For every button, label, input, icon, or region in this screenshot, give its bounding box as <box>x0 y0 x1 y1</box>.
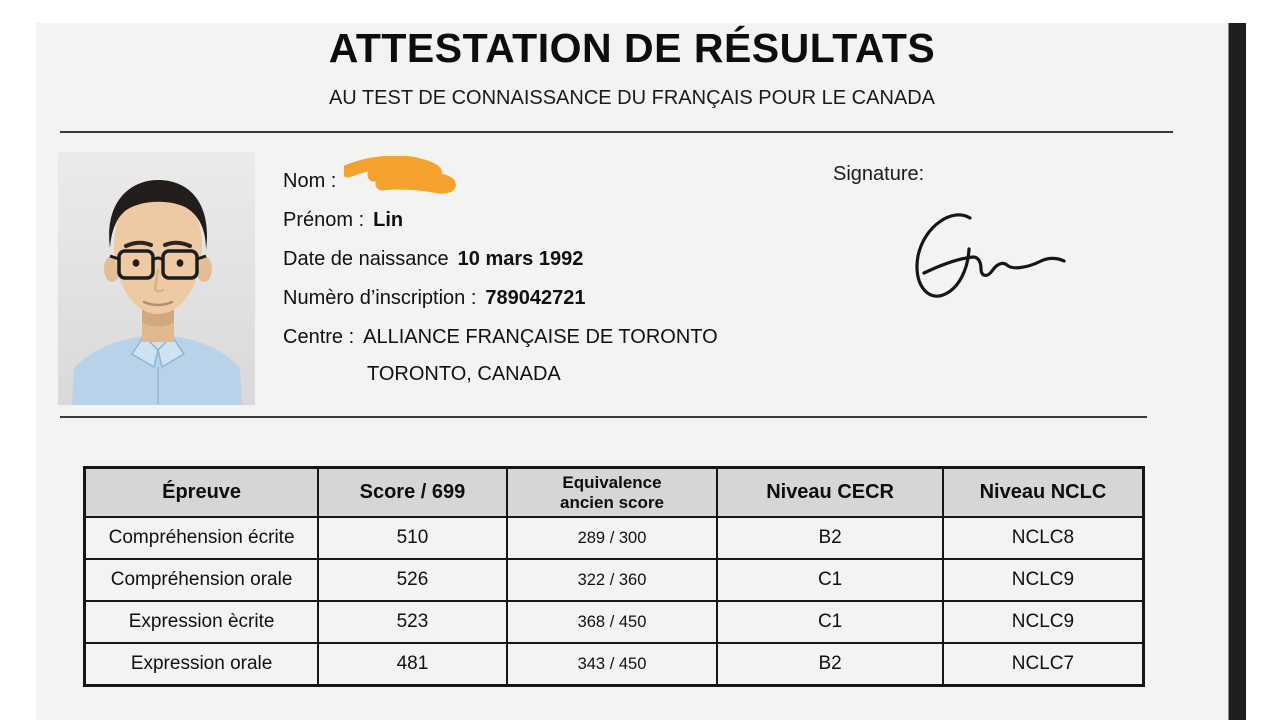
dob-value: 10 mars 1992 <box>457 248 584 270</box>
centre-label: Centre : <box>283 326 355 348</box>
cell-epreuve: Expression ècrite <box>85 601 319 643</box>
cell-cecr: C1 <box>717 601 943 643</box>
portrait-photo <box>58 152 255 405</box>
orange-marker-scribble-icon <box>344 156 462 200</box>
field-nom <box>283 162 823 201</box>
cell-equivalence: 368 / 450 <box>507 601 718 643</box>
table-header-row <box>85 468 1144 518</box>
page-title: ATTESTATION DE RÉSULTATS <box>328 25 936 71</box>
field-prenom <box>283 201 823 240</box>
cell-cecr: B2 <box>717 517 943 559</box>
cell-score: 526 <box>318 559 507 601</box>
handwritten-signature-icon <box>875 200 1163 315</box>
cell-score: 523 <box>318 601 507 643</box>
registration-label: Numèro d’inscription : <box>283 287 477 309</box>
cell-epreuve: Compréhension écrite <box>85 517 319 559</box>
cell-nclc: NCLC9 <box>943 559 1144 601</box>
signature-label: Signature: <box>833 163 925 185</box>
centre-value-line1: ALLIANCE FRANÇAISE DE TORONTO <box>363 326 718 348</box>
cell-cecr: C1 <box>717 559 943 601</box>
signature-block <box>833 163 1163 315</box>
identity-block <box>283 162 823 392</box>
nom-label: Nom : <box>283 170 337 192</box>
field-centre <box>283 318 823 357</box>
cell-epreuve: Compréhension orale <box>85 559 319 601</box>
registration-value: 789042721 <box>485 287 586 309</box>
col-header-score: Score / 699 <box>318 468 507 518</box>
field-numero-inscription <box>283 279 823 318</box>
centre-value-line2: TORONTO, CANADA <box>367 363 561 385</box>
cell-epreuve: Expression orale <box>85 643 319 686</box>
prenom-value: Lin <box>373 209 404 231</box>
field-date-naissance <box>283 240 823 279</box>
col-header-cecr: Niveau CECR <box>717 468 943 518</box>
dob-label: Date de naissance <box>283 248 449 270</box>
portrait-photo-drawing <box>58 152 255 405</box>
cell-nclc: NCLC9 <box>943 601 1144 643</box>
results-table <box>83 466 1145 687</box>
col-header-epreuve: Épreuve <box>85 468 319 518</box>
cell-equivalence: 322 / 360 <box>507 559 718 601</box>
table-row <box>85 517 1144 559</box>
divider-top <box>60 131 1173 133</box>
attestation-document <box>36 23 1228 720</box>
cell-nclc: NCLC8 <box>943 517 1144 559</box>
table-row <box>85 601 1144 643</box>
field-centre-line2 <box>283 357 823 392</box>
cell-score: 510 <box>318 517 507 559</box>
cell-equivalence: 343 / 450 <box>507 643 718 686</box>
page-subtitle: AU TEST DE CONNAISSANCE DU FRANÇAIS POUR LE CANADA <box>328 87 936 109</box>
prenom-label: Prénom : <box>283 209 365 231</box>
cell-nclc: NCLC7 <box>943 643 1144 686</box>
cell-score: 481 <box>318 643 507 686</box>
divider-bottom <box>60 416 1147 418</box>
table-row <box>85 643 1144 686</box>
col-header-equivalence: Equivalence ancien score <box>507 468 718 518</box>
col-header-nclc: Niveau NCLC <box>943 468 1144 518</box>
cell-equivalence: 289 / 300 <box>507 517 718 559</box>
table-row <box>85 559 1144 601</box>
photo-background-edge <box>1228 23 1246 720</box>
cell-cecr: B2 <box>717 643 943 686</box>
